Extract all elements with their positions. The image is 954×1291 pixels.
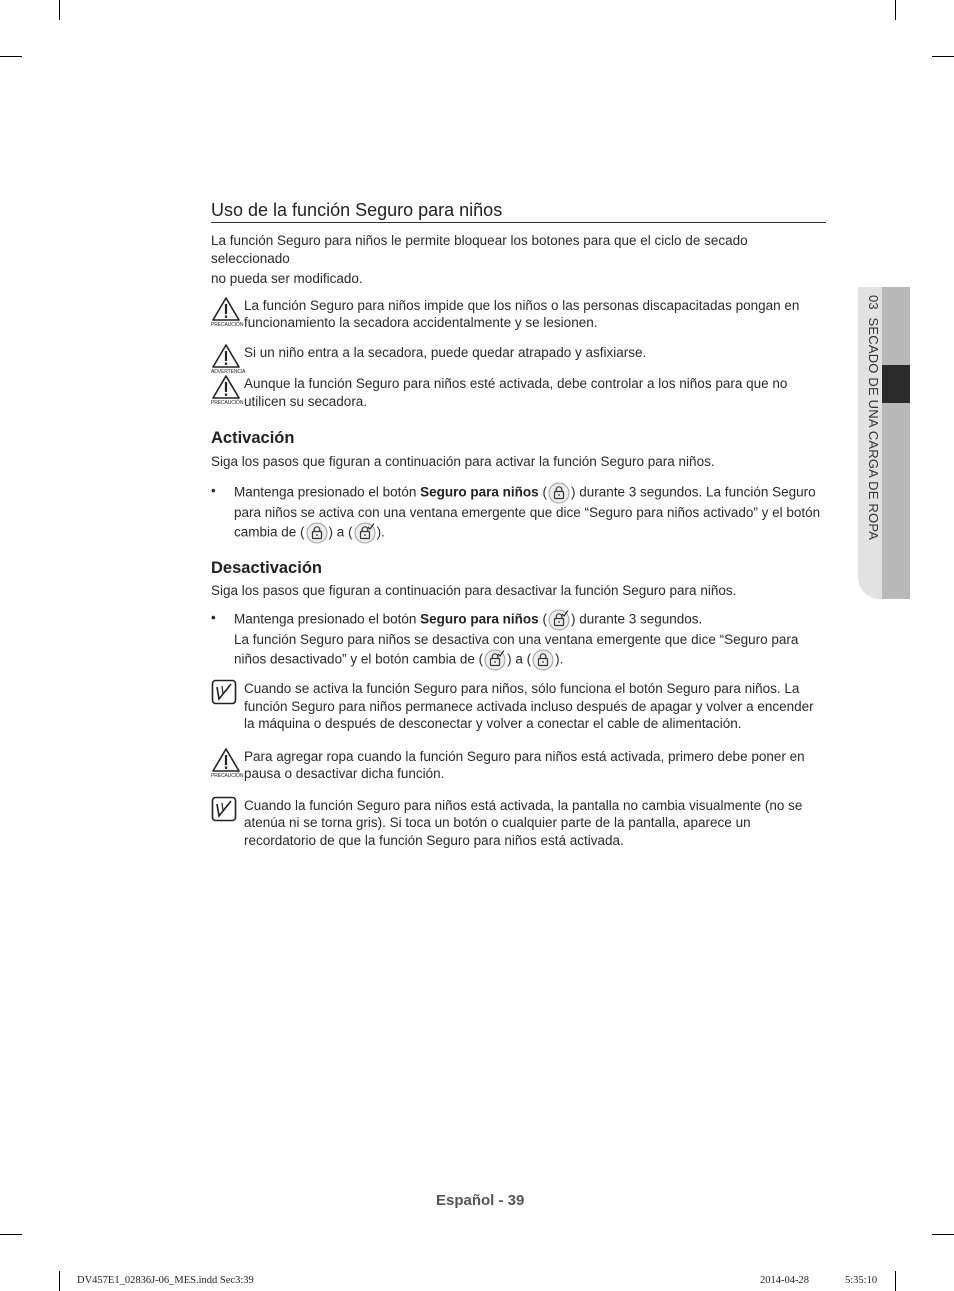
note-pencil-icon xyxy=(211,679,241,705)
note-notice: Cuando la función Seguro para niños está activada, la pantalla no cambia visualmente (no se atenúa ni se torna gris). Si toca un botón o cualquier parte de la pantalla, aparece un recordatorio de que la función Seguro para niños está activada. xyxy=(211,797,826,850)
warning-triangle-icon: PRECAUCIÓN xyxy=(211,296,241,328)
side-tab-label: 03 SECADO DE UNA CARGA DE ROPA xyxy=(866,295,881,541)
caution-notice: PRECAUCIÓN Aunque la función Seguro para niños esté activada, debe controlar a los niños para que no utilicen su secadora. xyxy=(211,376,788,409)
crop-mark xyxy=(895,1271,896,1291)
crop-mark xyxy=(0,1234,22,1235)
main-content xyxy=(211,199,826,849)
crop-mark xyxy=(932,1234,954,1235)
section-title: Uso de la función Seguro para niños xyxy=(211,199,826,223)
deactivation-step: • Mantenga presionado el botón Seguro para niños ( ) durante 3 segundos. La función Seguro para niños se desactiva con una ventana emergente que dice “Seguro para niños desactivado” y el botón cambia de ( ) a ( ). xyxy=(211,609,826,671)
caution-notice: PRECAUCIÓN La función Seguro para niños impide que los niños o las personas discapacitadas pongan en funcionamiento la secadora accidentalmente y se lesionen. xyxy=(211,297,800,330)
warning-triangle-icon: PRECAUCIÓN xyxy=(211,374,241,406)
caution-notice: PRECAUCIÓN Para agregar ropa cuando la función Seguro para niños está activada, primero debe poner en pausa o desactivar dicha función. xyxy=(211,748,805,781)
warning-triangle-icon: ADVERTENCIA xyxy=(211,343,241,375)
lock-icon xyxy=(532,649,554,671)
activation-step: • Mantenga presionado el botón Seguro para niños ( ) durante 3 segundos. La función Seguro para niños se activa con una ventana emergente que dice “Seguro para niños activado” y el botón cambia de ( ) a ( ). xyxy=(211,482,826,544)
crop-mark xyxy=(59,0,60,20)
warning-triangle-icon: PRECAUCIÓN xyxy=(211,747,241,779)
lock-active-icon xyxy=(484,649,506,671)
footer-file: DV457E1_02836J-06_MES.indd Sec3:39 xyxy=(77,1275,254,1286)
lock-active-icon xyxy=(548,609,570,631)
deactivation-heading: Desactivación xyxy=(211,558,322,577)
note-notice: Cuando se activa la función Seguro para niños, sólo funciona el botón Seguro para niños. La función Seguro para niños permanece activada incluso después de apagar y volver a encender la máquina o después de desconectar y volver a conectar el cable de alimentación. xyxy=(211,680,826,733)
lock-active-icon xyxy=(354,522,376,544)
activation-intro: Siga los pasos que figuran a continuación para activar la función Seguro para niños. xyxy=(211,454,715,469)
button-name: Seguro para niños xyxy=(420,611,539,627)
lock-icon xyxy=(306,522,328,544)
deactivation-intro: Siga los pasos que figuran a continuación para desactivar la función Seguro para niños. xyxy=(211,582,737,598)
section-side-tab xyxy=(858,287,910,599)
crop-mark xyxy=(59,1271,60,1291)
footer-time: 5:35:10 xyxy=(845,1275,878,1286)
footer-date: 2014-04-28 xyxy=(760,1275,809,1286)
side-tab-marker xyxy=(882,365,910,403)
note-pencil-icon xyxy=(211,796,241,822)
page-number: Español - 39 xyxy=(436,1192,525,1209)
lock-icon xyxy=(548,482,570,504)
crop-mark xyxy=(895,0,896,20)
side-tab-strip xyxy=(882,287,910,599)
intro-paragraph: La función Seguro para niños le permite bloquear los botones para que el ciclo de secado seleccionado no pueda ser modificado. xyxy=(211,233,748,286)
warning-notice: ADVERTENCIA Si un niño entra a la secadora, puede quedar atrapado y asfixiarse. xyxy=(211,344,647,375)
crop-mark xyxy=(0,56,22,57)
crop-mark xyxy=(932,56,954,57)
activation-heading: Activación xyxy=(211,429,295,447)
button-name: Seguro para niños xyxy=(420,484,539,500)
